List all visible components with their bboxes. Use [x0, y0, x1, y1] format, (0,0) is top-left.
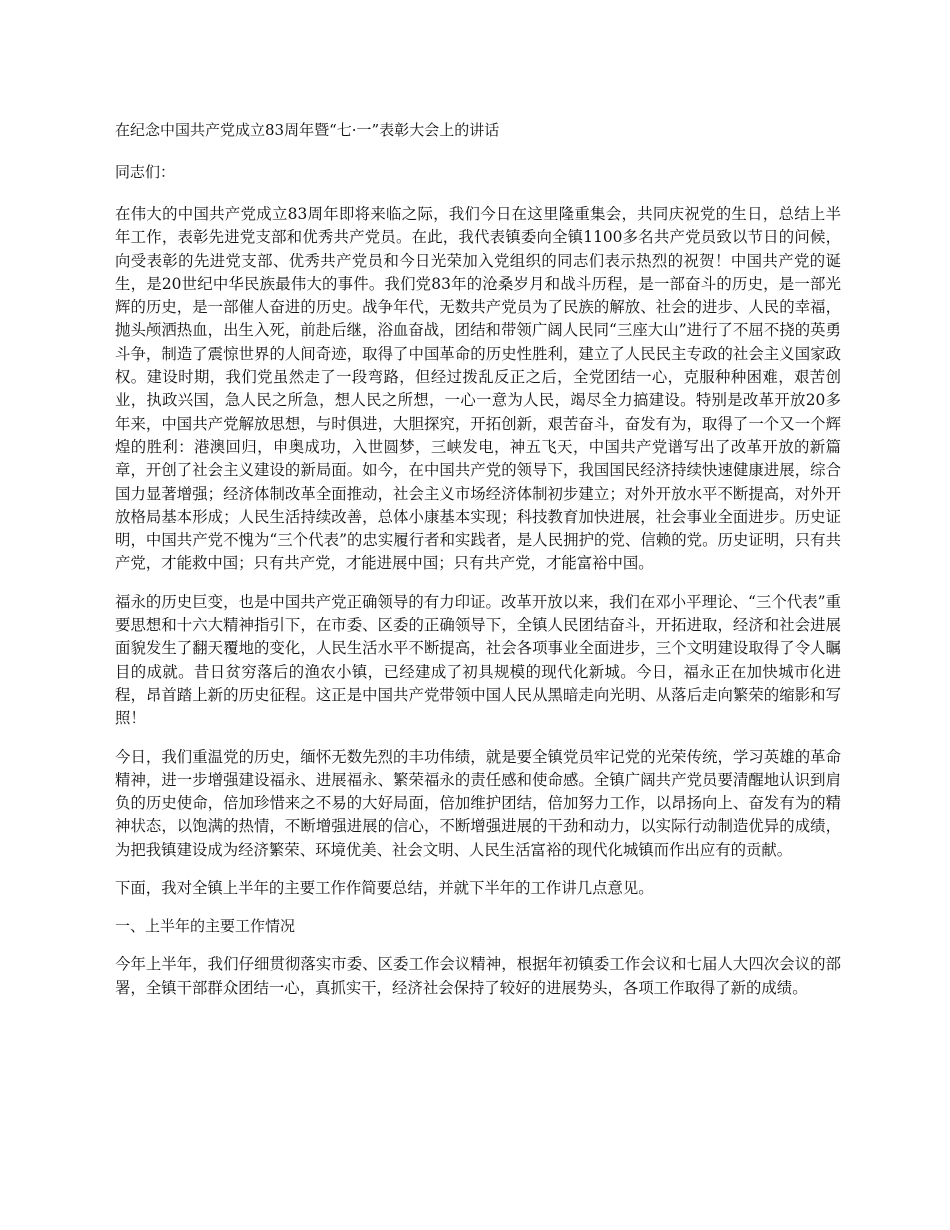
document-title: 在纪念中国共产党成立83周年暨“七·一”表彰大会上的讲话 — [115, 121, 500, 139]
paragraph: 今日，我们重温党的历史，缅怀无数先烈的丰功伟绩，就是要全镇党员牢记党的光荣传统，学习英雄的革命精神，进一步增强建设福永、进展福永、繁荣福永的责任感和使命感。全镇广阔共产党员要清醒地认识到肩负的历史使命，倍加珍惜来之不易的大好局面，倍加维护团结，倍加努力工作，以昂扬向上、奋发有为的精神状态，以饱满的热情，不断增强进展的信心，不断增强进展的干劲和动力，以实际行动制造优异的成绩，为把我镇建设成为经济繁荣、环境优美、社会文明、人民生活富裕的现代化城镇而作出应有的贡献。 — [115, 747, 841, 859]
paragraph: 下面，我对全镇上半年的主要工作作简要总结，并就下半年的工作讲几点意见。 — [115, 879, 654, 898]
paragraph: 福永的历史巨变，也是中国共产党正确领导的有力印证。改革开放以来，我们在邓小平理论、“三个代表”重要思想和十六大精神指引下，在市委、区委的正确领导下，全镇人民团结奋斗，开拓进取，经济和社会进展面貌发生了翻天覆地的变化，人民生活水平不断提高，社会各项事业全面进步，三个文明建设取得了令人瞩目的成就。昔日贫穷落后的渔农小镇，已经建成了初具规模的现代化新城。今日，福永正在加快城市化进程，昂首踏上新的历史征程。这正是中国共产党带领中国人民从黑暗走向光明、从落后走向繁荣的缩影和写照！ — [115, 592, 841, 728]
document-page — [115, 119, 841, 1015]
paragraph: 今年上半年，我们仔细贯彻落实市委、区委工作会议精神，根据年初镇委工作会议和七届人大四次会议的部署，全镇干部群众团结一心，真抓实干，经济社会保持了较好的进展势头，各项工作取得了新的成绩。 — [115, 955, 841, 997]
section-heading: 一、上半年的主要工作情况 — [115, 917, 296, 936]
salutation: 同志们： — [115, 163, 176, 181]
paragraph: 在伟大的中国共产党成立83周年即将来临之际，我们今日在这里隆重集会，共同庆祝党的生日，总结上半年工作，表彰先进党支部和优秀共产党员。在此，我代表镇委向全镇1100多名共产党员致以节日的问候，向受表彰的先进党支部、优秀共产党员和今日光荣加入党组织的同志们表示热烈的祝贺！中国共产党的诞生，是20世纪中华民族最伟大的事件。我们党83年的沧桑岁月和战斗历程，是一部奋斗的历史，是一部光辉的历史，是一部催人奋进的历史。战争年代，无数共产党员为了民族的解放、社会的进步、人民的幸福，抛头颅洒热血，出生入死，前赴后继，浴血奋战，团结和带领广阔人民同“三座大山”进行了不屈不挠的英勇斗争，制造了震惊世界的人间奇迹，取得了中国革命的历史性胜利，建立了人民民主专政的社会主义国家政权。建设时期，我们党虽然走了一段弯路，但经过拨乱反正之后，全党团结一心，克服种种困难，艰苦创业，执政兴国，急人民之所急，想人民之所想，一心一意为人民，竭尽全力搞建设。特别是改革开放20多年来，中国共产党解放思想，与时俱进，大胆探究，开拓创新，艰苦奋斗，奋发有为，取得了一个又一个辉煌的胜利：港澳回归，申奥成功，入世圆梦，三峡发电，神五飞天，中国共产党谱写出了改革开放的新篇章，开创了社会主义建设的新局面。如今，在中国共产党的领导下，我国国民经济持续快速健康进展，综合国力显著增强；经济体制改革全面推动，社会主义市场经济体制初步建立；对外开放水平不断提高，对外开放格局基本形成；人民生活持续改善，总体小康基本实现；科技教育加快进展，社会事业全面进步。历史证明，中国共产党不愧为“三个代表”的忠实履行者和实践者，是人民拥护的党、信赖的党。历史证明，只有共产党，才能救中国；只有共产党，才能进展中国；只有共产党，才能富裕中国。 — [115, 205, 841, 573]
